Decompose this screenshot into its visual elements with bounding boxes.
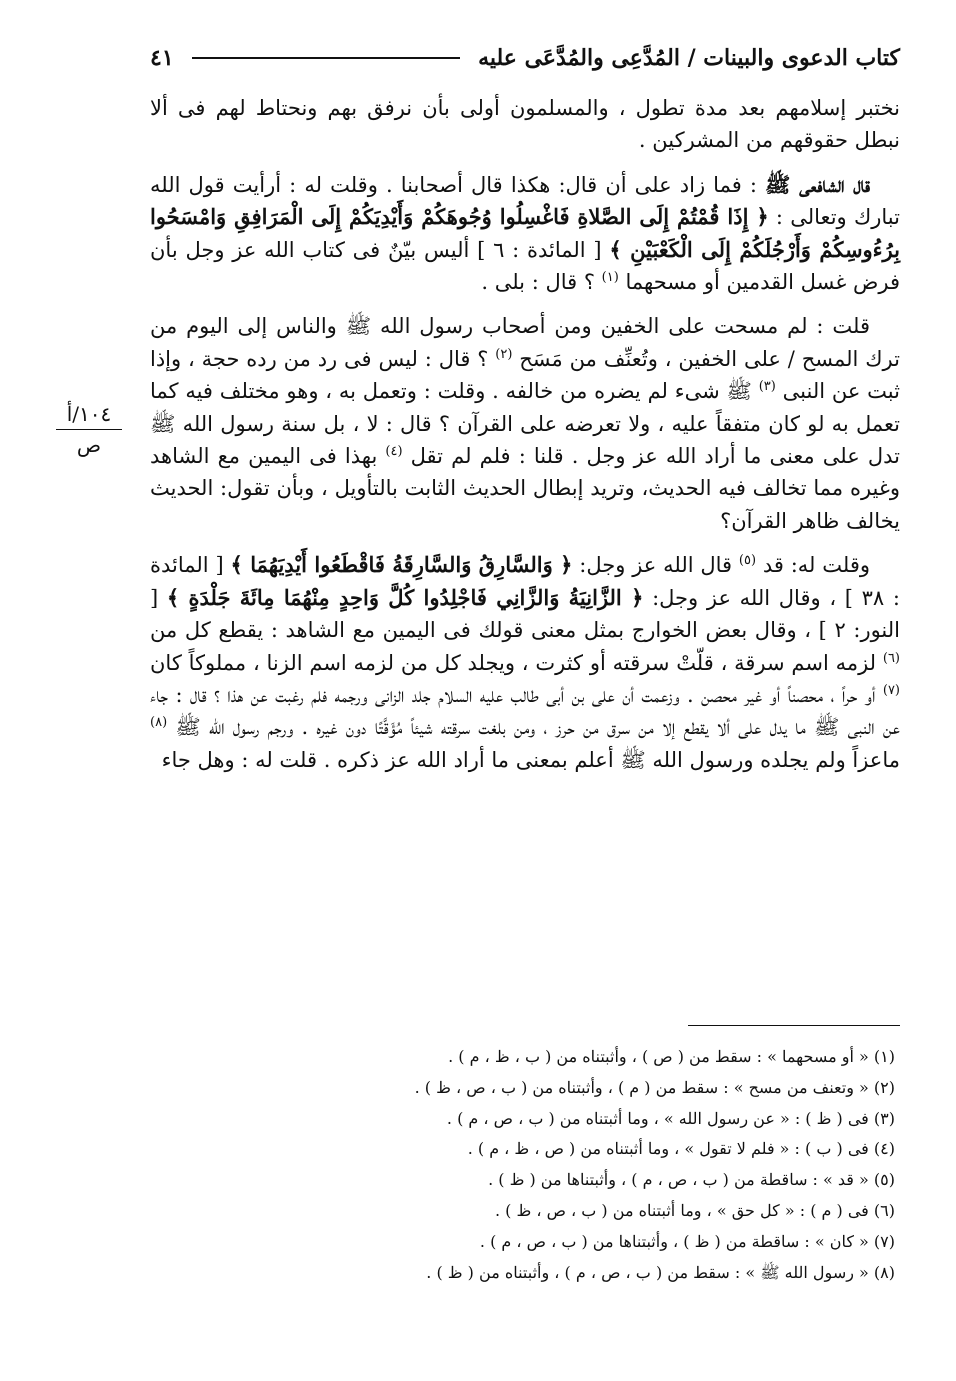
footnote: (١) « أو مسحهما » : سقط من ( ص ) ، وأثبتناه من ( ب ، ظ ، م ) . (448, 1047, 895, 1066)
manuscript-folio-note (56, 402, 122, 457)
text-span: أو حراً ، محصناً أو غير محصن . وزعمت أن على بن أبى طالب عليه السلام جلد الزانى ورجمه فلم رغبت عن هذا ؟ قال : جاء عن النبى ﷺ ما يدل على ألا يقطع إلا من سرق من حرز ، ومن بلغت سرقته شيئاً مُؤَقَّتًا دون غيره . ورجم رسول الله ﷺ (150, 682, 900, 740)
text-span: [ النور: ٢ ] ، وقال بعض الخوارج بمثل معنى قولك فى اليمين مع الشاهد : يقطع كل من (150, 585, 900, 643)
text-span: بهذا فى اليمين مع الشاهد وغيره مما تخالف فيه الحديث، وتريد إبطال الحديث الثابت بالتأويل ، وبأن تقول: الحديث يخالف ظاهر القرآن؟ (150, 444, 900, 533)
text-span: ﷺ شىء لم يضره من خالفه . وقلت : وتعمل به ، وهو مختلف فيه كما تعمل به لو كان متفقاً عليه ، ولا تعرضه على القرآن ؟ قال : لا ، بل سنة رسول الله ﷺ تدل على معنى ما أراد الله عز وجل . قلنا : فلم لم تقل (150, 379, 900, 469)
footnote-separator (688, 1025, 900, 1026)
footnote-ref: (٦) (882, 650, 900, 666)
footnote-ref: (١) (601, 270, 619, 286)
paragraph-3 (150, 310, 900, 537)
folio-source: ص (76, 433, 102, 457)
footnote-ref: (٣) (758, 379, 776, 395)
footnotes (150, 1042, 895, 1288)
main-text (150, 92, 900, 788)
text-span: [ المائدة : ٦ ] أليس بيّنٌ فى كتاب الله عز وجل بأن فرض غسل القدمين أو مسحهما (150, 237, 900, 295)
quran-verse: ﴿ الزَّانِيَةُ وَالزَّانِي فَاجْلِدُوا كُلَّ وَاحِدٍ مِنْهُمَا مِائَةَ جَلْدَةٍ ﴾ (166, 584, 644, 610)
paragraph-2 (150, 169, 900, 299)
footnote-ref: (٥) (738, 553, 757, 569)
running-title: كتاب الدعوى والبينات / المُدَّعِى والمُدَّعَى عليه (478, 45, 900, 71)
text-span: قال الله عز وجل: (572, 553, 739, 578)
speaker-label: قال الشافعى ﷺ (765, 171, 870, 197)
footnote: (٨) « رسول الله ﷺ » : سقط من ( ب ، ص ، م ) ، وأثبتناه من ( ظ ) . (426, 1262, 895, 1282)
paragraph-4 (150, 549, 900, 776)
header-rule (192, 57, 460, 59)
text-span: [ المائدة : ٣٨ ] ، وقال الله عز وجل: (150, 553, 900, 610)
footnote-ref: (٤) (385, 444, 403, 460)
footnote: (٦) فى ( م ) : « كل حق » ، وما أثبتناه من ( ب ، ص ، ظ ) . (494, 1200, 895, 1220)
footnote: (٢) « وتعنف من مسح » : سقط من ( م ) ، وأثبتناه من ( ب ، ص ، ظ ) . (414, 1077, 895, 1097)
text-span: وقلت له: قد (756, 553, 871, 578)
footnote: (٤) فى ( ب ) : « فلم لا تقول » ، وما أثبتناه من ( ص ، ظ ، م ) . (467, 1139, 895, 1159)
footnote: (٣) فى ( ظ ) : « عن رسول الله » ، وما أثبتناه من ( ب ، ص ، م ) . (446, 1108, 895, 1128)
footnote: (٧) « كان » : ساقطة من ( ظ ) ، وأثبتناها من ( ب ، ص ، م ) . (479, 1231, 895, 1251)
text-span: ؟ قال : بلى . (481, 270, 602, 295)
text-span: ؟ قال : ليس فى رد من رده حجة ، وإذا ثبت عن النبى (150, 346, 900, 404)
text-span: قلت : لم مسحت على الخفين ومن أصحاب رسول الله ﷺ والناس إلى اليوم من ترك المسح / على الخفين ، وتُعنِّف من مَسَح (150, 314, 900, 371)
footnote: (٥) « قد » : ساقطة من ( ب ، ص ، م ) ، وأثبتناها من ( ظ ) . (488, 1170, 895, 1190)
folio-reference: ١٠٤/أ (66, 402, 112, 426)
quran-verse: ﴿ إِذَا قُمْتُمْ إِلَى الصَّلاةِ فَاغْسِلُوا وُجُوهَكُمْ وَأَيْدِيَكُمْ إِلَى الْمَرَافِقِ وَامْسَحُوا بِرُءُوسِكُمْ وَأَرْجُلَكُمْ إِلَى الْكَعْبَيْنِ ﴾ (150, 204, 900, 262)
text-span: ماعزاً ولم يجلده ورسول الله ﷺ أعلم بمعنى ما أراد الله عز ذكره . قلت له : وهل جاء (161, 747, 900, 772)
text-span: : فما زاد على أن قال: هكذا قال أصحابنا . وقلت له : أرأيت قول الله تبارك وتعالى : (150, 172, 900, 230)
footnote-ref: (٧) (882, 682, 900, 698)
text-span: لزمه اسم سرقة ، قلّتْ سرقته أو كثرت ، ويجلد كل من لزمه اسم الزنا ، مملوكاً كان (150, 650, 883, 675)
footnote-ref: (٢) (495, 346, 513, 362)
folio-rule (56, 429, 122, 430)
footnote-ref: (٨) (150, 715, 168, 731)
page-header (150, 38, 900, 78)
quran-verse: ﴿ وَالسَّارِقُ وَالسَّارِقَةُ فَاقْطَعُوا أَيْدِيَهُمَا ﴾ (230, 552, 573, 578)
page-number: ٤١ (150, 45, 174, 71)
paragraph-1: نختبر إسلامهم بعد مدة تطول ، والمسلمون أولى بأن نرفق بهم ونحتاط لهم فى ألا نبطل حقوقهم من المشركين . (150, 96, 900, 153)
